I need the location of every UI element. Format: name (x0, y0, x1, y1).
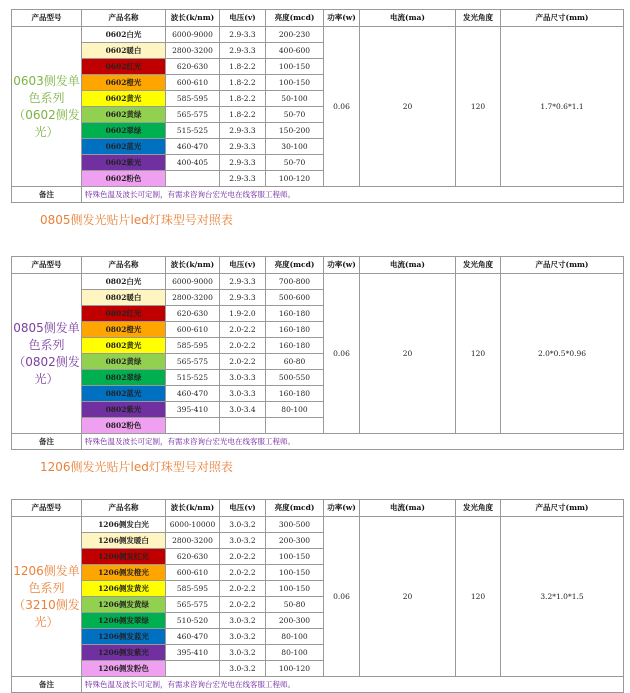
product-name-cell: 1206侧发黄绿 (82, 597, 166, 613)
wavelength-cell: 395-410 (166, 402, 220, 418)
brightness-cell: 500-600 (266, 290, 324, 306)
product-name-cell: 0602粉色 (82, 171, 166, 187)
wavelength-cell: 6000-9000 (166, 274, 220, 290)
column-header: 亮度(mcd) (266, 257, 324, 274)
column-header: 功率(w) (324, 257, 360, 274)
voltage-cell: 2.0-2.2 (220, 565, 266, 581)
wavelength-cell: 600-610 (166, 322, 220, 338)
voltage-cell: 3.0-3.3 (220, 370, 266, 386)
column-header: 功率(w) (324, 500, 360, 517)
wavelength-cell: 395-410 (166, 645, 220, 661)
voltage-cell: 2.9-3.3 (220, 27, 266, 43)
voltage-cell: 2.9-3.3 (220, 139, 266, 155)
brightness-cell: 300-500 (266, 517, 324, 533)
current-cell: 20 (360, 517, 456, 677)
wavelength-cell: 515-525 (166, 370, 220, 386)
wavelength-cell: 565-575 (166, 107, 220, 123)
voltage-cell: 1.8-2.2 (220, 75, 266, 91)
product-name-cell: 0802紫光 (82, 402, 166, 418)
product-name-cell: 0802橙光 (82, 322, 166, 338)
wavelength-cell: 460-470 (166, 386, 220, 402)
column-header: 亮度(mcd) (266, 10, 324, 27)
spec-table-1206 (11, 499, 624, 693)
voltage-cell: 3.0-3.2 (220, 533, 266, 549)
brightness-cell: 80-100 (266, 629, 324, 645)
header-row (12, 257, 624, 274)
voltage-cell: 2.0-2.2 (220, 354, 266, 370)
brightness-cell: 160-180 (266, 322, 324, 338)
product-name-cell: 0802红光 (82, 306, 166, 322)
header-row (12, 10, 624, 27)
voltage-cell: 3.0-3.3 (220, 386, 266, 402)
product-name-cell: 0802粉色 (82, 418, 166, 434)
brightness-cell: 200-300 (266, 533, 324, 549)
brightness-cell: 50-80 (266, 597, 324, 613)
brightness-cell: 150-200 (266, 123, 324, 139)
product-name-cell: 1206侧发红光 (82, 549, 166, 565)
model-cell: 0603侧发单色系列（0602侧发光） (12, 27, 82, 187)
product-name-cell: 1206侧发粉色 (82, 661, 166, 677)
size-cell: 2.0*0.5*0.96 (501, 274, 624, 434)
wavelength-cell (166, 171, 220, 187)
product-name-cell: 0802蓝光 (82, 386, 166, 402)
column-header: 发光角度 (456, 500, 501, 517)
brightness-cell: 100-150 (266, 581, 324, 597)
voltage-cell: 3.0-3.2 (220, 661, 266, 677)
voltage-cell: 2.9-3.3 (220, 43, 266, 59)
note-row (12, 187, 624, 203)
voltage-cell (220, 418, 266, 434)
product-name-cell: 1206侧发紫光 (82, 645, 166, 661)
brightness-cell: 100-150 (266, 59, 324, 75)
column-header: 发光角度 (456, 10, 501, 27)
size-cell: 1.7*0.6*1.1 (501, 27, 624, 187)
brightness-cell: 160-180 (266, 306, 324, 322)
column-header: 发光角度 (456, 257, 501, 274)
column-header: 产品尺寸(mm) (501, 10, 624, 27)
brightness-cell: 80-100 (266, 645, 324, 661)
wavelength-cell: 460-470 (166, 139, 220, 155)
wavelength-cell (166, 661, 220, 677)
brightness-cell: 500-550 (266, 370, 324, 386)
note-text: 特殊色温及波长可定制，有需求咨询台宏光电在线客服工程师。 (82, 187, 624, 203)
wavelength-cell: 400-405 (166, 155, 220, 171)
voltage-cell: 1.8-2.2 (220, 59, 266, 75)
voltage-cell: 2.0-2.2 (220, 338, 266, 354)
wavelength-cell: 600-610 (166, 565, 220, 581)
wavelength-cell: 565-575 (166, 597, 220, 613)
product-name-cell: 1206侧发蓝光 (82, 629, 166, 645)
column-header: 电流(ma) (360, 10, 456, 27)
wavelength-cell: 6000-9000 (166, 27, 220, 43)
table-row (12, 517, 624, 533)
wavelength-cell (166, 418, 220, 434)
column-header: 电压(v) (220, 10, 266, 27)
brightness-cell: 60-80 (266, 354, 324, 370)
voltage-cell: 3.0-3.2 (220, 517, 266, 533)
brightness-cell: 700-800 (266, 274, 324, 290)
product-name-cell: 0602黄光 (82, 91, 166, 107)
voltage-cell: 1.9-2.0 (220, 306, 266, 322)
column-header: 产品名称 (82, 500, 166, 517)
voltage-cell: 1.8-2.2 (220, 91, 266, 107)
wavelength-cell: 620-630 (166, 59, 220, 75)
voltage-cell: 1.8-2.2 (220, 107, 266, 123)
voltage-cell: 3.0-3.4 (220, 402, 266, 418)
product-name-cell: 0602红光 (82, 59, 166, 75)
column-header: 电压(v) (220, 257, 266, 274)
column-header: 产品型号 (12, 10, 82, 27)
brightness-cell: 160-180 (266, 338, 324, 354)
table-row (12, 274, 624, 290)
voltage-cell: 2.9-3.3 (220, 171, 266, 187)
column-header: 功率(w) (324, 10, 360, 27)
note-text: 特殊色温及波长可定制，有需求咨询台宏光电在线客服工程师。 (82, 677, 624, 693)
angle-cell: 120 (456, 517, 501, 677)
wavelength-cell: 620-630 (166, 306, 220, 322)
voltage-cell: 2.9-3.3 (220, 123, 266, 139)
brightness-cell: 50-100 (266, 91, 324, 107)
size-cell: 3.2*1.0*1.5 (501, 517, 624, 677)
product-name-cell: 1206侧发橙光 (82, 565, 166, 581)
heading-1206: 1206侧发光贴片led灯珠型号对照表 (40, 460, 233, 474)
voltage-cell: 2.0-2.2 (220, 597, 266, 613)
column-header: 波长(k/nm) (166, 500, 220, 517)
wavelength-cell: 2800-3200 (166, 43, 220, 59)
product-name-cell: 1206侧发翠绿 (82, 613, 166, 629)
product-name-cell: 0802暖白 (82, 290, 166, 306)
column-header: 产品尺寸(mm) (501, 500, 624, 517)
product-name-cell: 0802黄绿 (82, 354, 166, 370)
angle-cell: 120 (456, 27, 501, 187)
wavelength-cell: 6000-10000 (166, 517, 220, 533)
voltage-cell: 2.0-2.2 (220, 581, 266, 597)
wavelength-cell: 460-470 (166, 629, 220, 645)
spec-table-0603 (11, 9, 624, 203)
wavelength-cell: 2800-3200 (166, 290, 220, 306)
brightness-cell: 100-120 (266, 661, 324, 677)
brightness-cell: 100-150 (266, 75, 324, 91)
model-cell: 0805侧发单色系列（0802侧发光） (12, 274, 82, 434)
column-header: 电流(ma) (360, 500, 456, 517)
brightness-cell: 160-180 (266, 386, 324, 402)
note-label: 备注 (12, 677, 82, 693)
brightness-cell: 100-120 (266, 171, 324, 187)
wavelength-cell: 620-630 (166, 549, 220, 565)
power-cell: 0.06 (324, 274, 360, 434)
note-row (12, 677, 624, 693)
brightness-cell: 80-100 (266, 402, 324, 418)
angle-cell: 120 (456, 274, 501, 434)
column-header: 产品名称 (82, 10, 166, 27)
product-name-cell: 0602黄绿 (82, 107, 166, 123)
model-cell: 1206侧发单色系列（3210侧发光） (12, 517, 82, 677)
product-name-cell: 0802翠绿 (82, 370, 166, 386)
voltage-cell: 2.9-3.3 (220, 155, 266, 171)
product-name-cell: 0602蓝光 (82, 139, 166, 155)
column-header: 电压(v) (220, 500, 266, 517)
column-header: 产品型号 (12, 257, 82, 274)
current-cell: 20 (360, 27, 456, 187)
note-row (12, 434, 624, 450)
brightness-cell (266, 418, 324, 434)
current-cell: 20 (360, 274, 456, 434)
voltage-cell: 3.0-3.2 (220, 629, 266, 645)
power-cell: 0.06 (324, 517, 360, 677)
power-cell: 0.06 (324, 27, 360, 187)
voltage-cell: 2.9-3.3 (220, 274, 266, 290)
product-name-cell: 0602白光 (82, 27, 166, 43)
brightness-cell: 200-300 (266, 613, 324, 629)
wavelength-cell: 515-525 (166, 123, 220, 139)
wavelength-cell: 585-595 (166, 338, 220, 354)
brightness-cell: 400-600 (266, 43, 324, 59)
wavelength-cell: 600-610 (166, 75, 220, 91)
heading-0805: 0805侧发光贴片led灯珠型号对照表 (40, 213, 233, 227)
voltage-cell: 3.0-3.2 (220, 645, 266, 661)
brightness-cell: 50-70 (266, 107, 324, 123)
column-header: 产品尺寸(mm) (501, 257, 624, 274)
wavelength-cell: 585-595 (166, 581, 220, 597)
column-header: 波长(k/nm) (166, 257, 220, 274)
product-name-cell: 0602翠绿 (82, 123, 166, 139)
voltage-cell: 2.9-3.3 (220, 290, 266, 306)
brightness-cell: 50-70 (266, 155, 324, 171)
product-name-cell: 0802黄光 (82, 338, 166, 354)
voltage-cell: 2.0-2.2 (220, 549, 266, 565)
wavelength-cell: 2800-3200 (166, 533, 220, 549)
column-header: 波长(k/nm) (166, 10, 220, 27)
voltage-cell: 3.0-3.2 (220, 613, 266, 629)
product-name-cell: 1206侧发黄光 (82, 581, 166, 597)
product-name-cell: 0602紫光 (82, 155, 166, 171)
column-header: 电流(ma) (360, 257, 456, 274)
column-header: 产品型号 (12, 500, 82, 517)
brightness-cell: 200-230 (266, 27, 324, 43)
product-name-cell: 1206侧发暖白 (82, 533, 166, 549)
column-header: 产品名称 (82, 257, 166, 274)
header-row (12, 500, 624, 517)
note-label: 备注 (12, 187, 82, 203)
product-name-cell: 0602暖白 (82, 43, 166, 59)
wavelength-cell: 565-575 (166, 354, 220, 370)
brightness-cell: 30-100 (266, 139, 324, 155)
note-text: 特殊色温及波长可定制，有需求咨询台宏光电在线客服工程师。 (82, 434, 624, 450)
wavelength-cell: 585-595 (166, 91, 220, 107)
product-name-cell: 0802白光 (82, 274, 166, 290)
table-row (12, 27, 624, 43)
brightness-cell: 100-150 (266, 549, 324, 565)
brightness-cell: 100-150 (266, 565, 324, 581)
product-name-cell: 0602橙光 (82, 75, 166, 91)
note-label: 备注 (12, 434, 82, 450)
column-header: 亮度(mcd) (266, 500, 324, 517)
product-name-cell: 1206侧发白光 (82, 517, 166, 533)
spec-table-0805 (11, 256, 624, 450)
voltage-cell: 2.0-2.2 (220, 322, 266, 338)
wavelength-cell: 510-520 (166, 613, 220, 629)
